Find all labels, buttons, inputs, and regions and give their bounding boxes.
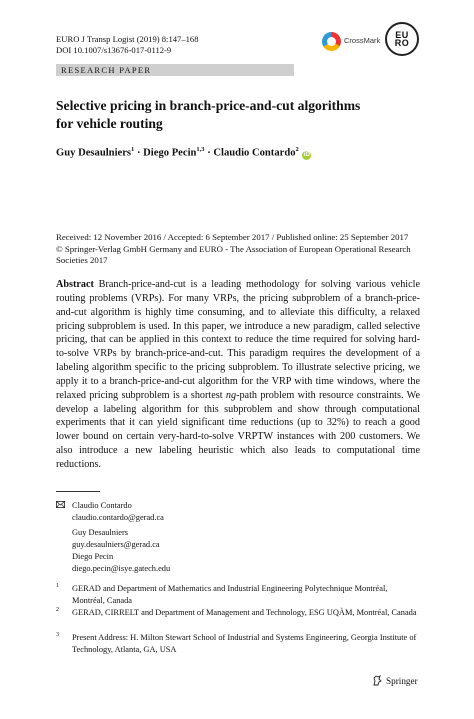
- title-line-2: for vehicle routing: [56, 116, 163, 131]
- publisher-name: Springer: [386, 676, 418, 686]
- section-label-bar: [56, 64, 294, 76]
- copyright-line: © Springer-Verlag GmbH Germany and EURO - The Association of European Operational Research Societies 2017: [56, 243, 411, 265]
- contact-email[interactable]: claudio.contardo@gerad.ca: [72, 512, 164, 522]
- contact-list: [56, 500, 356, 580]
- section-label: RESEARCH PAPER: [61, 65, 152, 75]
- contact-entry: [72, 551, 170, 574]
- contact-entry: [72, 527, 160, 550]
- affiliation-number: 3: [56, 632, 59, 638]
- doi[interactable]: DOI 10.1007/s13676-017-0112-9: [56, 45, 172, 55]
- dates-line: Received: 12 November 2016 / Accepted: 6 September 2017 / Published online: 25 September 2017: [56, 232, 409, 242]
- abstract-heading: Abstract: [56, 279, 94, 290]
- title-line-1: Selective pricing in branch-price-and-cut algorithms: [56, 98, 361, 113]
- affiliation-number: 1: [56, 583, 59, 589]
- author-affil-sup: 1,3: [196, 146, 205, 153]
- euro-logo: [385, 22, 419, 56]
- author-name[interactable]: Guy Desaulniers: [56, 147, 132, 159]
- author-name[interactable]: Diego Pecin: [143, 147, 197, 159]
- abstract-text-1: Branch-price-and-cut is a leading methodology for solving various vehicle routing problems (VRPs). For many VRPs, the pricing subproblem of a branch-price-and-cut algorithm is highly time consuming, and to alleviate this difficulty, a relaxed pricing subproblem is used. In this paper, we introduce a new paradigm, called selective pricing, that can be applied in this context to reduce the time required for solving hard-to-solve VRPs by branch-price-and-cut. This paradigm requires the development of a labeling algorithm specific to the pricing subproblem. To illustrate selective pricing, we apply it to a branch-price-and-cut algorithm for the VRP with time windows, where the relaxed pricing subproblem is a shortest: [56, 279, 420, 401]
- springer-horse-icon: [372, 675, 383, 686]
- abstract: [56, 278, 420, 472]
- crossmark-badge[interactable]: [322, 29, 381, 55]
- abstract-italic: ng: [225, 389, 237, 401]
- crossmark-icon: [322, 32, 341, 51]
- publisher-logo: [372, 675, 418, 686]
- abstract-text-2: -path problem with resource constraints. We develop a labeling algorithm for this subproblem and show through computational experiments that it can yield significant time reductions (up to 32%) to reach a good lower bound on certain very-hard-to-solve VRPTW instances with 200 customers. We also introduce a new labeling heuristic which also leads to computational time reductions.: [56, 389, 420, 470]
- contact-name: Claudio Contardo: [72, 501, 132, 510]
- author-name[interactable]: Claudio Contardo: [213, 147, 296, 159]
- contact-entry: [72, 500, 164, 523]
- footnote-divider: [56, 491, 100, 492]
- euro-logo-text: EURO: [394, 30, 410, 48]
- author-list: [56, 146, 311, 160]
- author-separator: ·: [136, 147, 141, 159]
- author-affil-sup: 2: [295, 146, 299, 153]
- orcid-icon[interactable]: iD: [303, 151, 310, 158]
- author-affil-sup: 1: [131, 146, 135, 153]
- envelope-icon: [56, 501, 65, 508]
- publication-history: [56, 232, 420, 267]
- contact-name: Guy Desaulniers: [72, 528, 129, 537]
- affiliation-text: GERAD and Department of Mathematics and Industrial Engineering Polytechnique Montréal, Montréal, Canada: [72, 584, 388, 605]
- author-separator: ·: [207, 147, 211, 159]
- contact-email[interactable]: guy.desaulniers@gerad.ca: [72, 539, 160, 549]
- contact-email[interactable]: diego.pecin@isye.gatech.edu: [72, 563, 171, 573]
- affiliation-number: 2: [56, 607, 59, 613]
- affiliation-text: GERAD, CIRRELT and Department of Management and Technology, ESG UQÀM, Montréal, Canada: [72, 608, 417, 617]
- journal-citation: EURO J Transp Logist (2019) 8:147–168: [56, 34, 199, 44]
- contact-name: Diego Pecin: [72, 552, 114, 561]
- affiliation-text: Present Address: H. Milton Stewart School of Industrial and Systems Engineering, Georgia Institute of Technology, Atlanta, GA, USA: [72, 633, 417, 654]
- paper-title: [56, 97, 386, 133]
- crossmark-label: CrossMark: [344, 36, 381, 45]
